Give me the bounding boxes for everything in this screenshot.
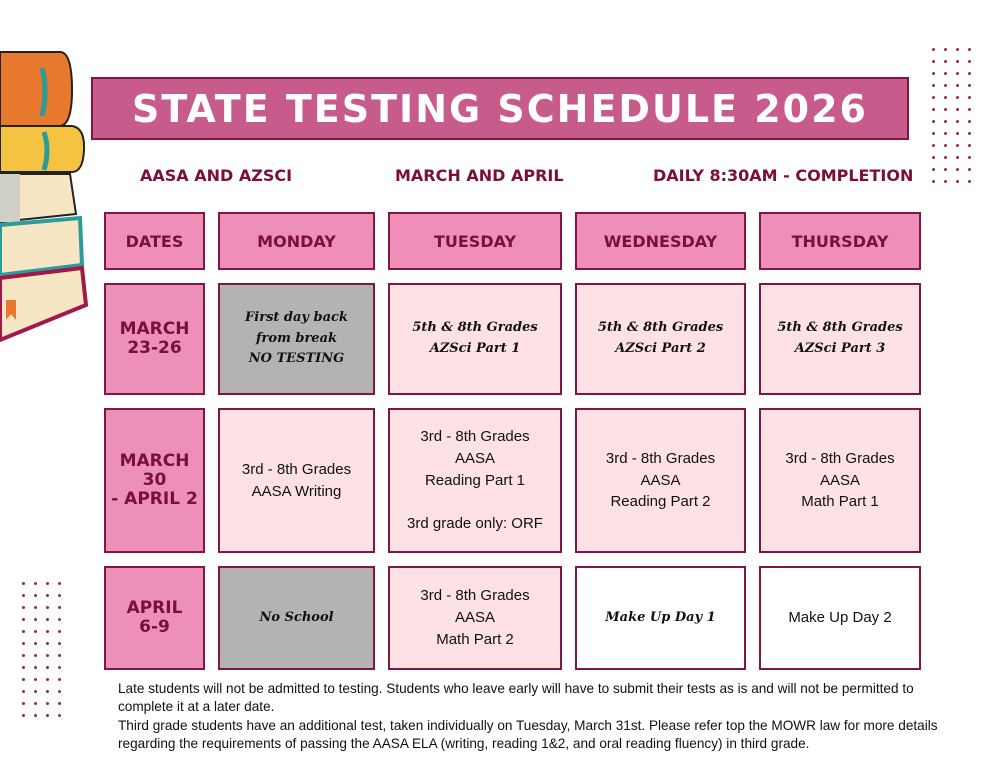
schedule-cell-wednesday xyxy=(575,408,746,553)
subhead-months: MARCH AND APRIL xyxy=(395,166,564,185)
dot xyxy=(34,606,37,609)
dot xyxy=(932,180,935,183)
dot xyxy=(932,72,935,75)
book-stack-illustration xyxy=(0,50,90,345)
dot xyxy=(46,630,49,633)
dot xyxy=(46,606,49,609)
cell-text: 3rd - 8th Grades xyxy=(420,428,530,446)
dot xyxy=(944,48,947,51)
schedule-cell-wednesday xyxy=(575,566,746,670)
cell-text: from break xyxy=(255,330,338,346)
schedule-cell-tuesday xyxy=(388,566,562,670)
page-title: STATE TESTING SCHEDULE 2026 xyxy=(91,77,909,140)
dot xyxy=(34,582,37,585)
cell-text: 3rd grade only: ORF xyxy=(407,515,543,533)
dot xyxy=(34,618,37,621)
cell-text: APRIL xyxy=(126,598,183,619)
dot xyxy=(58,678,61,681)
dot xyxy=(22,630,25,633)
dot xyxy=(968,168,971,171)
dot xyxy=(58,606,61,609)
dot xyxy=(34,666,37,669)
dot xyxy=(956,48,959,51)
decorative-dots-bottom-left xyxy=(22,582,61,717)
dot xyxy=(932,168,935,171)
dot xyxy=(968,84,971,87)
dot xyxy=(22,702,25,705)
dot xyxy=(956,108,959,111)
dot xyxy=(968,60,971,63)
header-thursday xyxy=(759,212,921,270)
dot xyxy=(22,690,25,693)
cell-text: Reading Part 2 xyxy=(610,493,711,511)
dot xyxy=(34,594,37,597)
dot xyxy=(944,72,947,75)
cell-text: 5th & 8th Grades xyxy=(412,320,538,336)
cell-text: Make Up Day 2 xyxy=(788,609,892,627)
cell-text: 23-26 xyxy=(127,338,182,358)
dot xyxy=(46,582,49,585)
dot xyxy=(968,156,971,159)
dot xyxy=(22,714,25,717)
dot xyxy=(46,678,49,681)
cell-text: MARCH 30 xyxy=(119,451,190,491)
dot xyxy=(22,606,25,609)
dot xyxy=(956,156,959,159)
footer-notes xyxy=(118,680,938,753)
cell-text: WEDNESDAY xyxy=(603,231,718,251)
dot xyxy=(968,180,971,183)
schedule-cell-monday xyxy=(218,408,375,553)
header-dates xyxy=(104,212,205,270)
cell-text: AASA xyxy=(640,471,681,489)
dot xyxy=(34,654,37,657)
dot xyxy=(58,618,61,621)
footer-note-late: Late students will not be admitted to testing. Students who leave early will have to submit their tests as is and will not be permitted to complete it at a later date. xyxy=(118,681,914,715)
dot xyxy=(968,120,971,123)
cell-text: 5th & 8th Grades xyxy=(777,320,903,336)
dot xyxy=(34,678,37,681)
schedule-cell-wednesday xyxy=(575,283,746,395)
dot xyxy=(956,96,959,99)
dot xyxy=(46,666,49,669)
dot xyxy=(956,180,959,183)
date-cell xyxy=(104,566,205,670)
dot xyxy=(58,582,61,585)
cell-text: DATES xyxy=(125,231,184,251)
header-tuesday xyxy=(388,212,562,270)
cell-text: AZSci Part 3 xyxy=(794,341,886,356)
dot xyxy=(944,132,947,135)
date-cell xyxy=(104,283,205,395)
cell-text: 3rd - 8th Grades xyxy=(241,460,352,478)
cell-text: AASA xyxy=(454,449,496,467)
dot xyxy=(58,666,61,669)
dot xyxy=(932,156,935,159)
schedule-cell-monday xyxy=(218,566,375,670)
decorative-dots-top-right xyxy=(932,48,971,183)
header-wednesday xyxy=(575,212,746,270)
cell-text: 6-9 xyxy=(139,617,170,637)
dot xyxy=(58,714,61,717)
dot xyxy=(34,690,37,693)
cell-text: THURSDAY xyxy=(791,231,889,251)
cell-text: AASA xyxy=(819,471,861,489)
dot xyxy=(932,60,935,63)
dot xyxy=(932,120,935,123)
dot xyxy=(46,654,49,657)
dot xyxy=(956,144,959,147)
dot xyxy=(968,72,971,75)
dot xyxy=(956,84,959,87)
subhead-tests: AASA AND AZSCI xyxy=(140,166,293,185)
dot xyxy=(968,144,971,147)
dot xyxy=(956,168,959,171)
dot xyxy=(956,120,959,123)
cell-text: Reading Part 1 xyxy=(424,471,526,489)
cell-text: 5th & 8th Grades xyxy=(597,320,724,336)
dot xyxy=(956,60,959,63)
dot xyxy=(944,180,947,183)
schedule-cell-tuesday xyxy=(388,408,562,553)
dot xyxy=(22,642,25,645)
cell-text: 3rd - 8th Grades xyxy=(785,449,895,467)
schedule-cell-thursday xyxy=(759,283,921,395)
cell-text: Make Up Day 1 xyxy=(605,609,716,625)
dot xyxy=(34,642,37,645)
dot xyxy=(968,108,971,111)
dot xyxy=(932,144,935,147)
dot xyxy=(58,654,61,657)
cell-text: First day back xyxy=(245,309,348,325)
cell-text: No School xyxy=(259,609,334,625)
dot xyxy=(944,144,947,147)
schedule-cell-monday xyxy=(218,283,375,395)
dot xyxy=(22,618,25,621)
cell-text: 3rd - 8th Grades xyxy=(605,449,716,467)
dot xyxy=(22,594,25,597)
dot xyxy=(944,120,947,123)
cell-text: AZSci Part 2 xyxy=(615,341,706,356)
date-cell xyxy=(104,408,205,553)
dot xyxy=(944,84,947,87)
dot xyxy=(944,96,947,99)
dot xyxy=(944,168,947,171)
cell-text: NO TESTING xyxy=(248,351,345,367)
dot xyxy=(968,96,971,99)
cell-text: AZSci Part 1 xyxy=(429,341,521,356)
dot xyxy=(34,630,37,633)
dot xyxy=(932,48,935,51)
dot xyxy=(956,132,959,135)
dot xyxy=(944,156,947,159)
dot xyxy=(46,702,49,705)
dot xyxy=(46,594,49,597)
dot xyxy=(22,678,25,681)
cell-text: - APRIL 2 xyxy=(111,488,198,509)
cell-text: AASA Writing xyxy=(251,482,342,500)
cell-text: 3rd - 8th Grades xyxy=(420,587,530,605)
dot xyxy=(58,642,61,645)
dot xyxy=(932,108,935,111)
cell-text: Math Part 1 xyxy=(801,493,879,511)
dot xyxy=(58,630,61,633)
dot xyxy=(944,60,947,63)
dot xyxy=(932,132,935,135)
dot xyxy=(932,96,935,99)
dot xyxy=(932,84,935,87)
footer-note-third-grade: Third grade students have an additional test, taken individually on Tuesday, March 31st. Please refer top the MOWR law for more details regarding the requirements of passing the AASA ELA (writing, reading 1&2, and oral reading fluency) in third grade. xyxy=(118,717,938,752)
header-monday xyxy=(218,212,375,270)
cell-text: MARCH xyxy=(119,319,190,340)
dot xyxy=(46,618,49,621)
schedule-cell-thursday xyxy=(759,566,921,670)
dot xyxy=(58,702,61,705)
cell-text: Math Part 2 xyxy=(436,630,514,648)
dot xyxy=(58,594,61,597)
subhead-time: DAILY 8:30AM - COMPLETION xyxy=(653,166,914,185)
dot xyxy=(22,666,25,669)
dot xyxy=(968,48,971,51)
schedule-cell-tuesday xyxy=(388,283,562,395)
cell-text: MONDAY xyxy=(257,231,336,251)
dot xyxy=(34,702,37,705)
dot xyxy=(944,108,947,111)
dot xyxy=(46,714,49,717)
dot xyxy=(968,132,971,135)
dot xyxy=(46,642,49,645)
dot xyxy=(22,654,25,657)
dot xyxy=(22,582,25,585)
cell-text xyxy=(473,491,477,513)
dot xyxy=(46,690,49,693)
dot xyxy=(956,72,959,75)
dot xyxy=(58,690,61,693)
cell-text: AASA xyxy=(454,609,496,627)
dot xyxy=(34,714,37,717)
schedule-cell-thursday xyxy=(759,408,921,553)
cell-text: TUESDAY xyxy=(433,231,517,251)
